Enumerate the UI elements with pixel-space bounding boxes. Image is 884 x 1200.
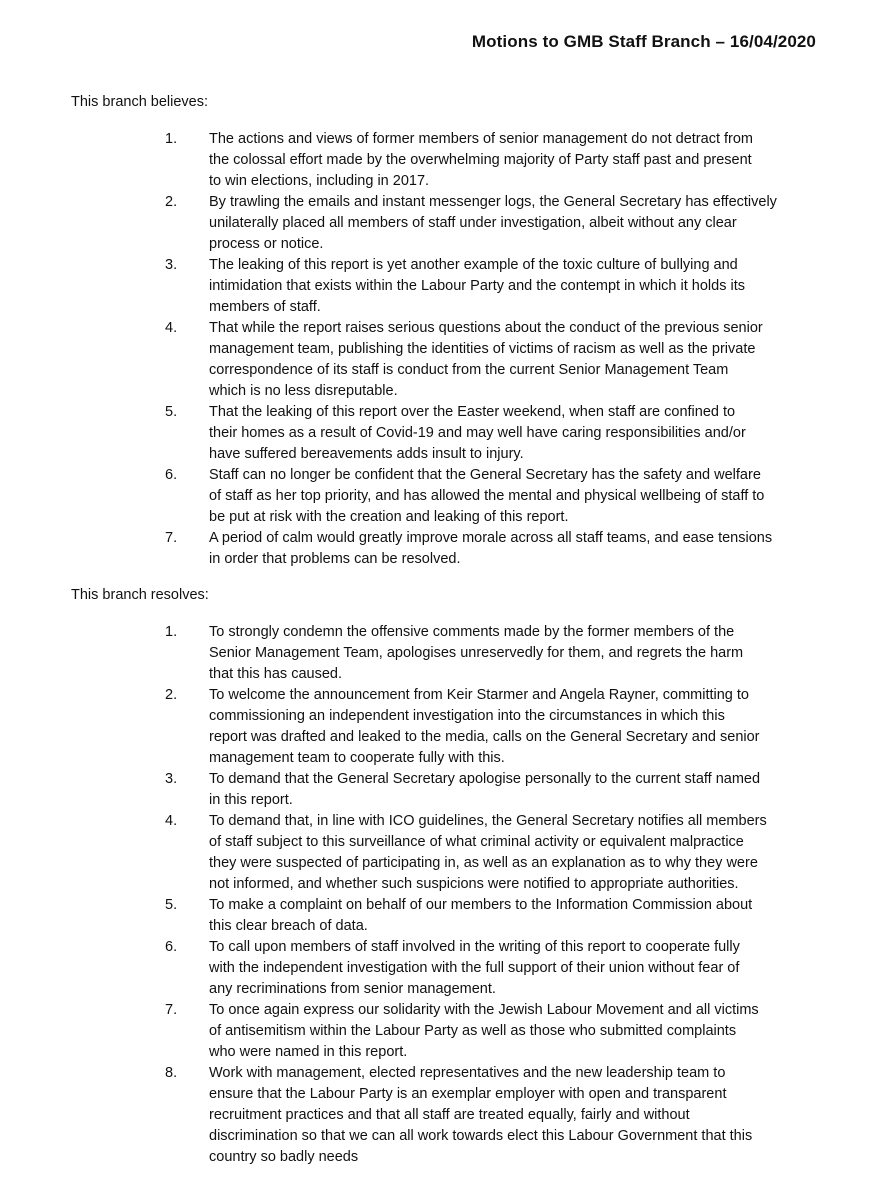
item-text: That while the report raises serious questions about the conduct of the previous senior management team, publishing the identities of victims of racism as well as the private correspondence of its staff is conduct from the current Senior Management Team which is no less disreputable.: [209, 320, 763, 399]
item-text: To call upon members of staff involved in the writing of this report to cooperate fully with the independent investigation with the full support of their union without fear of any recriminations from senior management.: [209, 939, 740, 997]
item-number: 1.: [165, 624, 178, 640]
item-text: To welcome the announcement from Keir Starmer and Angela Rayner, committing to commissioning an independent investigation into the circumstances in which this report was drafted and leaked to the media, calls on the General Secretary and senior management team to cooperate fully with this.: [209, 687, 760, 766]
item-text: That the leaking of this report over the Easter weekend, when staff are confined to their homes as a result of Covid-19 and may well have caring responsibilities and/or have suffered bereavements adds insult to injury.: [209, 404, 746, 462]
resolves-list: [165, 622, 825, 1168]
resolves-heading: This branch resolves:: [71, 587, 209, 603]
list-item: [165, 1000, 825, 1063]
item-number: 4.: [165, 320, 178, 336]
item-number: 2.: [165, 194, 178, 210]
item-number: 5.: [165, 404, 178, 420]
item-number: 6.: [165, 939, 178, 955]
item-text: To demand that, in line with ICO guidelines, the General Secretary notifies all members of staff subject to this surveillance of what criminal activity or equivalent malpractice they were suspected of participating in, as well as an explanation as to why they were not informed, and whether such suspicions were notified to appropriate authorities.: [209, 813, 767, 892]
item-text: By trawling the emails and instant messenger logs, the General Secretary has effectively unilaterally placed all members of staff under investigation, albeit without any clear process or notice.: [209, 194, 777, 252]
believes-list: [165, 129, 825, 570]
item-text: To once again express our solidarity with the Jewish Labour Movement and all victims of antisemitism within the Labour Party as well as those who submitted complaints who were named in this report.: [209, 1002, 759, 1060]
item-number: 2.: [165, 687, 178, 703]
list-item: [165, 811, 825, 895]
item-number: 6.: [165, 467, 178, 483]
item-text: Staff can no longer be confident that the General Secretary has the safety and welfare of staff as her top priority, and has allowed the mental and physical wellbeing of staff to be put at risk with the creation and leaking of this report.: [209, 467, 765, 525]
list-item: [165, 769, 825, 811]
list-item: [165, 318, 825, 402]
list-item: [165, 465, 825, 528]
list-item: [165, 528, 825, 570]
list-item: [165, 622, 825, 685]
item-number: 7.: [165, 530, 178, 546]
believes-heading: This branch believes:: [71, 94, 209, 110]
item-number: 4.: [165, 813, 178, 829]
list-item: [165, 402, 825, 465]
list-item: [165, 1063, 825, 1168]
item-number: 1.: [165, 131, 178, 147]
list-item: [165, 129, 825, 192]
list-item: [165, 937, 825, 1000]
list-item: [165, 192, 825, 255]
item-number: 8.: [165, 1065, 178, 1081]
item-number: 3.: [165, 257, 178, 273]
list-item: [165, 685, 825, 769]
item-number: 5.: [165, 897, 178, 913]
list-item: [165, 895, 825, 937]
item-text: The leaking of this report is yet another example of the toxic culture of bullying and intimidation that exists within the Labour Party and the contempt in which it holds its members of staff.: [209, 257, 745, 315]
item-text: A period of calm would greatly improve morale across all staff teams, and ease tensions in order that problems can be resolved.: [209, 530, 773, 567]
item-number: 3.: [165, 771, 178, 787]
page-title: Motions to GMB Staff Branch – 16/04/2020: [471, 32, 816, 51]
item-text: Work with management, elected representatives and the new leadership team to ensure that the Labour Party is an exemplar employer with open and transparent recruitment practices and that all staff are treated equally, fairly and without discrimination so that we can all work towards elect this Labour Government that this country so badly needs: [209, 1065, 753, 1165]
item-text: To make a complaint on behalf of our members to the Information Commission about this clear breach of data.: [209, 897, 753, 934]
list-item: [165, 255, 825, 318]
item-number: 7.: [165, 1002, 178, 1018]
item-text: The actions and views of former members of senior management do not detract from the colossal effort made by the overwhelming majority of Party staff past and present to win elections, including in 2017.: [209, 131, 753, 189]
item-text: To demand that the General Secretary apologise personally to the current staff named in this report.: [209, 771, 761, 808]
item-text: To strongly condemn the offensive comments made by the former members of the Senior Management Team, apologises unreservedly for them, and regrets the harm that this has caused.: [209, 624, 744, 682]
